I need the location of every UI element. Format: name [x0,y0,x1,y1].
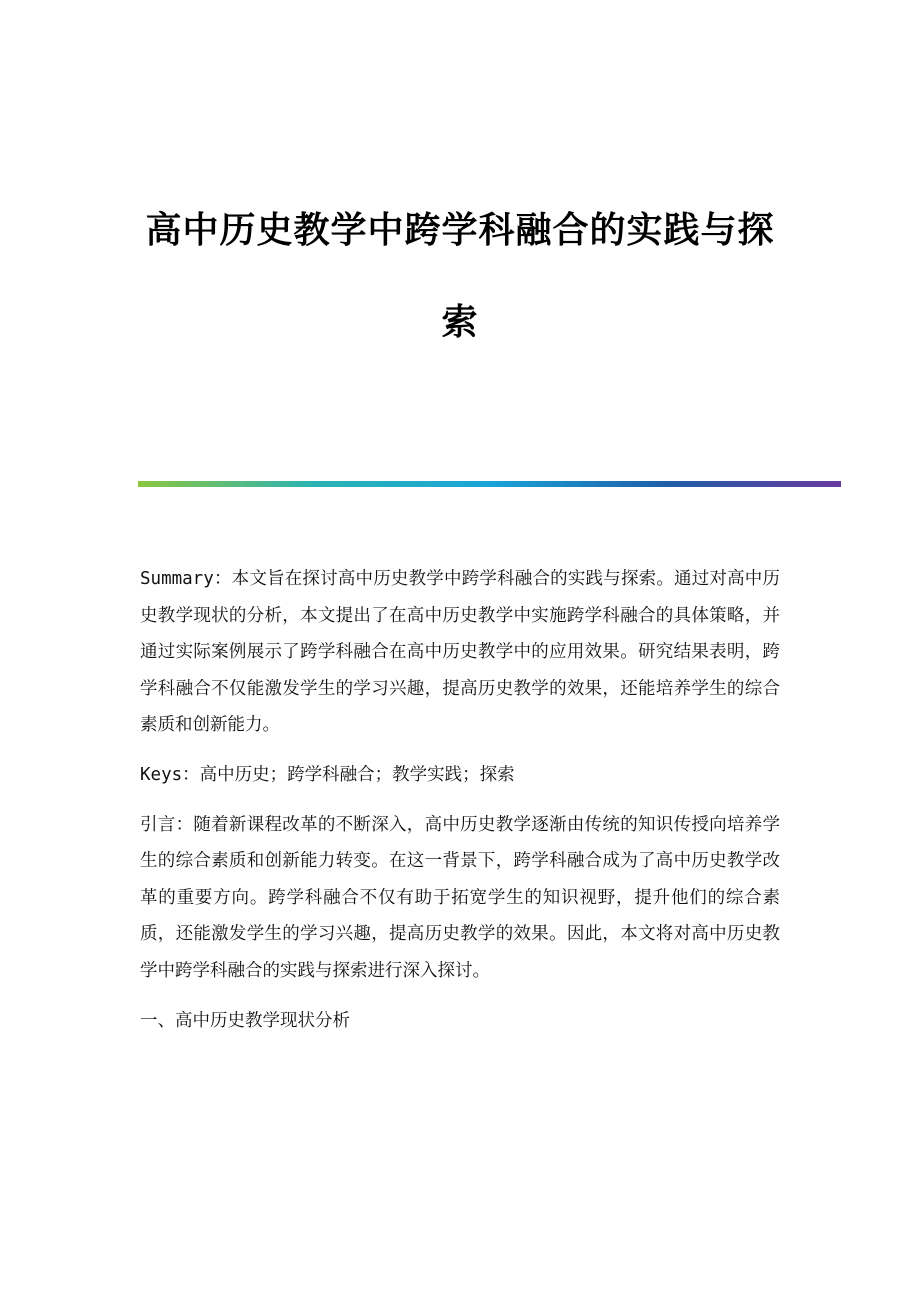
introduction-label: 引言： [140,814,194,835]
introduction-text: 随着新课程改革的不断深入，高中历史教学逐渐由传统的知识传授向培养学生的综合素质和创新能力转变。在这一背景下，跨学科融合成为了高中历史教学改革的重要方向。跨学科融合不仅有助于拓宽学生的知识视野，提升他们的综合素质，还能激发学生的学习兴趣，提高历史教学的效果。因此，本文将对高中历史教学中跨学科融合的实践与探索进行深入探讨。 [140,814,780,981]
summary-label: Summary： [140,569,232,589]
keywords-text: 高中历史；跨学科融合；教学实践；探索 [199,764,515,785]
keywords-label: Keys： [140,764,200,785]
title-divider [138,481,841,487]
introduction-paragraph [140,807,780,990]
summary-paragraph [140,561,780,744]
document-title [100,185,820,369]
document-title-line-2: 索 [441,302,479,343]
section-heading: 一、高中历史教学现状分析 [140,1010,350,1031]
summary-text: 本文旨在探讨高中历史教学中跨学科融合的实践与探索。通过对高中历史教学现状的分析，本文提出了在高中历史教学中实施跨学科融合的具体策略，并通过实际案例展示了跨学科融合在高中历史教学中的应用效果。研究结果表明，跨学科融合不仅能激发学生的学习兴趣，提高历史教学的效果，还能培养学生的综合素质和创新能力。 [140,569,780,736]
keywords-paragraph [140,757,780,794]
document-title-line-1: 高中历史教学中跨学科融合的实践与探 [145,210,775,251]
document-body [140,561,780,1052]
